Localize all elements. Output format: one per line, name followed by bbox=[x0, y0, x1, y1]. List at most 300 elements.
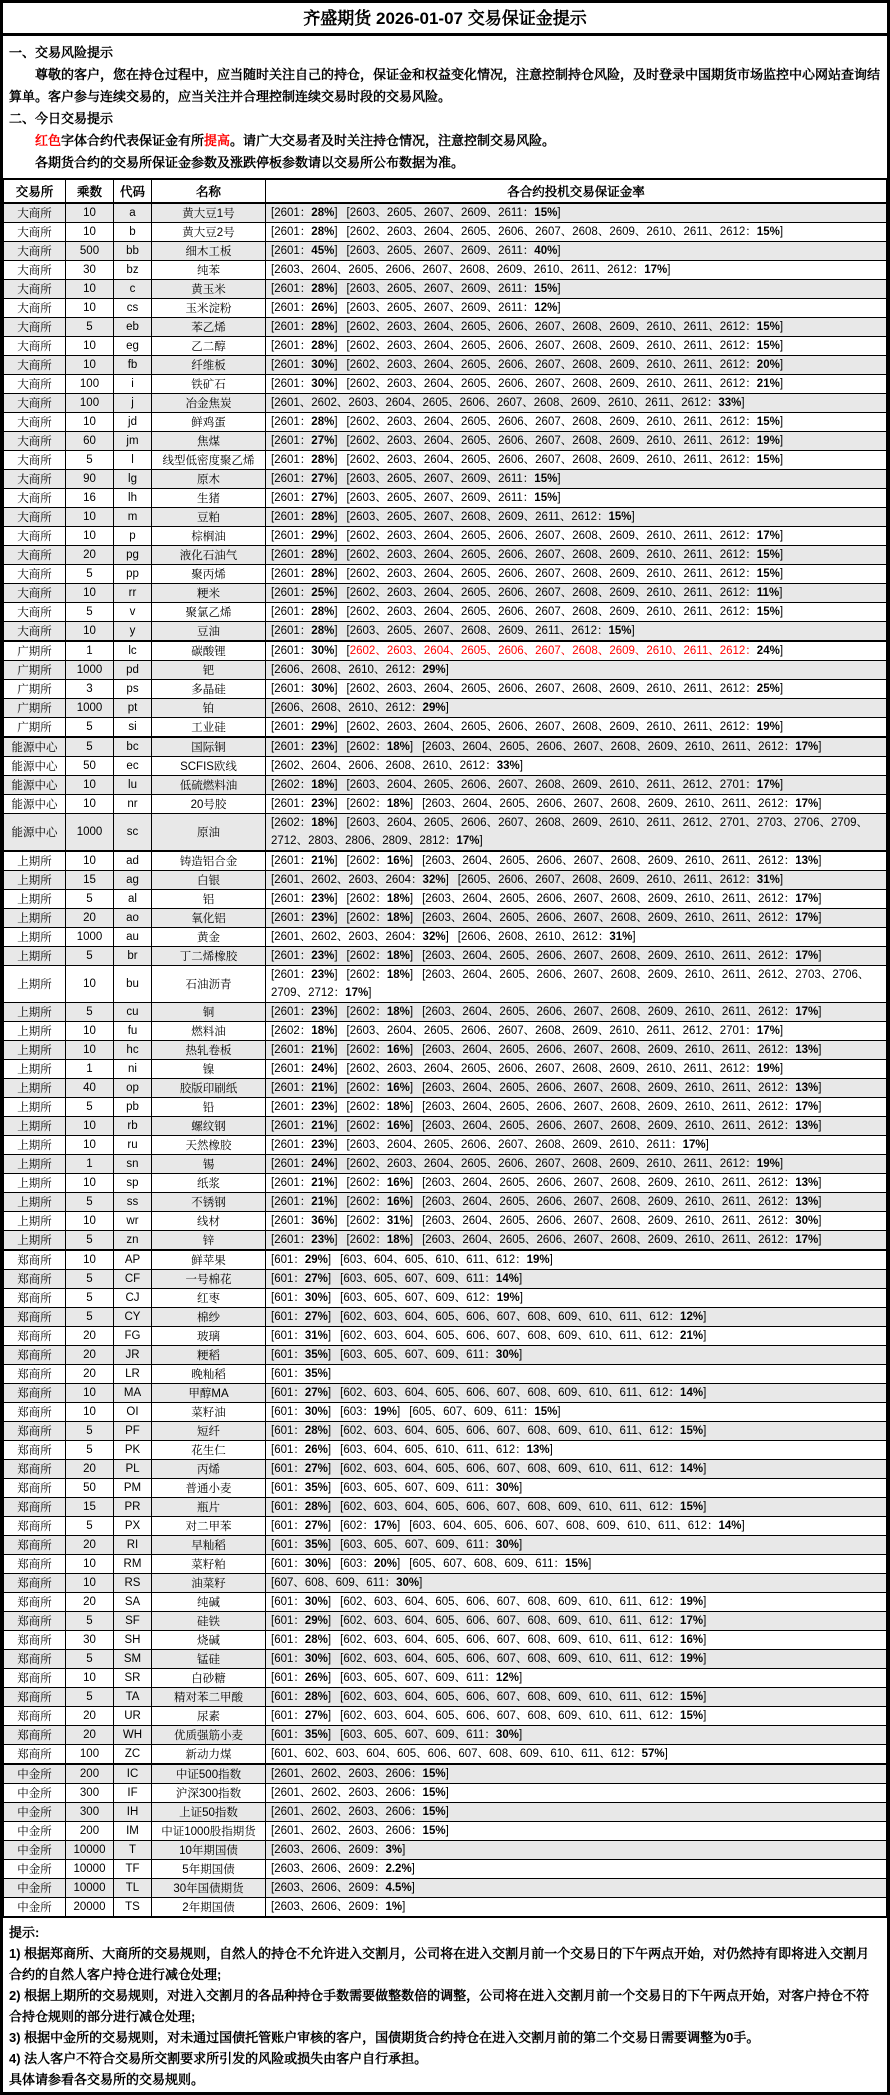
margin-group: [2601：28%] bbox=[271, 321, 338, 333]
margin-rates-cell bbox=[266, 451, 887, 470]
margin-rate: 18% bbox=[386, 969, 410, 981]
margin-group: [2603、2604、2605、2606、2607、2608、2609、2610、2611、2612：13%] bbox=[422, 1177, 822, 1189]
name-cell: 铝 bbox=[152, 890, 266, 909]
contract-months: 2601： bbox=[274, 473, 312, 485]
table-row bbox=[4, 527, 887, 546]
multiplier-cell: 50 bbox=[66, 1479, 114, 1498]
multiplier-cell: 20 bbox=[66, 1327, 114, 1346]
code-cell: l bbox=[114, 451, 152, 470]
contract-months: 602、603、604、605、606、607、608、609、610、611、612： bbox=[343, 1710, 681, 1722]
name-cell: 菜籽油 bbox=[152, 1403, 266, 1422]
margin-group: [603、604、605、610、611、612：19%] bbox=[340, 1254, 553, 1266]
margin-rate: 11% bbox=[756, 587, 780, 599]
margin-rate: 27% bbox=[311, 435, 335, 447]
contract-months: 2603、2604、2605、2606、2607、2608、2609、2610、2611、2612： bbox=[425, 798, 796, 810]
exchange-cell: 大商所 bbox=[4, 603, 66, 622]
margin-rate: 13% bbox=[795, 1177, 819, 1189]
multiplier-cell: 10 bbox=[66, 1212, 114, 1231]
margin-rates-cell bbox=[266, 584, 887, 603]
highlighted-text: 提高 bbox=[204, 133, 231, 148]
code-cell: CY bbox=[114, 1308, 152, 1327]
margin-group: [2602、2603、2604、2605、2606、2607、2608、2609、2610、2611、2612：19%] bbox=[346, 1063, 784, 1075]
margin-group: [603：20%] bbox=[340, 1558, 401, 1570]
contract-months: 2602、2603、2604、2605、2606、2607、2608、2609、2610、2611、2612： bbox=[349, 226, 757, 238]
exchange-cell: 中金所 bbox=[4, 1898, 66, 1918]
margin-rate: 14% bbox=[495, 1273, 519, 1285]
table-row bbox=[4, 1422, 887, 1441]
margin-rate: 28% bbox=[311, 321, 335, 333]
code-cell: ad bbox=[114, 851, 152, 871]
name-cell: 锡 bbox=[152, 1155, 266, 1174]
margin-group: [2601：28%] bbox=[271, 340, 338, 352]
margin-rates-cell bbox=[266, 1574, 887, 1593]
margin-group: [2603、2604、2605、2606、2607、2608、2609、2610、2611、2612：17%] bbox=[422, 1101, 822, 1113]
multiplier-cell: 10000 bbox=[66, 1841, 114, 1860]
code-cell: pp bbox=[114, 565, 152, 584]
margin-rate: 35% bbox=[304, 1482, 328, 1494]
code-cell: eg bbox=[114, 337, 152, 356]
today-section-title: 二、今日交易提示 bbox=[9, 111, 114, 126]
contract-months: 2602、2603、2604、2605、2606、2607、2608、2609、2610、2611、2612： bbox=[349, 606, 757, 618]
margin-group: [2603、2604、2605、2606、2607、2608、2609、2610、2611、2612、2701：17%] bbox=[346, 1025, 784, 1037]
margin-group: [2601：21%] bbox=[271, 1120, 338, 1132]
margin-rates-cell bbox=[266, 1155, 887, 1174]
exchange-cell: 中金所 bbox=[4, 1841, 66, 1860]
table-row bbox=[4, 1669, 887, 1688]
code-cell: RS bbox=[114, 1574, 152, 1593]
margin-rate: 13% bbox=[795, 1120, 819, 1132]
multiplier-cell: 200 bbox=[66, 1822, 114, 1841]
margin-rates-cell bbox=[266, 1555, 887, 1574]
code-cell: jd bbox=[114, 413, 152, 432]
code-cell: v bbox=[114, 603, 152, 622]
margin-rates-cell bbox=[266, 1098, 887, 1117]
code-cell: bb bbox=[114, 242, 152, 261]
exchange-cell: 能源中心 bbox=[4, 795, 66, 814]
margin-group: [2602：18%] bbox=[346, 798, 414, 810]
margin-group: [2603、2604、2605、2606、2607、2608、2609、2610、2611、2612：17%] bbox=[422, 950, 822, 962]
name-cell: 锌 bbox=[152, 1231, 266, 1251]
exchange-cell: 中金所 bbox=[4, 1764, 66, 1784]
contract-months: 2602、2603、2604、2605、2606、2607、2608、2609、2610、2611、2612： bbox=[349, 321, 757, 333]
name-cell: 棕榈油 bbox=[152, 527, 266, 546]
code-cell: nr bbox=[114, 795, 152, 814]
contract-months: 603、605、607、609、611： bbox=[343, 1349, 496, 1361]
exchange-cell: 大商所 bbox=[4, 394, 66, 413]
contract-months: 603、605、607、609、611： bbox=[343, 1482, 496, 1494]
margin-rate: 15% bbox=[756, 321, 780, 333]
contract-months: 2602： bbox=[349, 1101, 387, 1113]
multiplier-cell: 5 bbox=[66, 1231, 114, 1251]
risk-section-body: 尊敬的客户，您在持仓过程中，应当随时关注自己的持仓，保证金和权益变化情况，注意控制持仓风险，及时登录中国期货市场监控中心网站查询结算单。客户参与连续交易的，应当关注并合理控制连续交易时段的交易风险。 bbox=[9, 67, 881, 104]
margin-group: [2603、2604、2605、2606、2607、2608、2609、2610、2611、2612：17%] bbox=[422, 1234, 822, 1246]
name-cell: 上证50指数 bbox=[152, 1803, 266, 1822]
margin-group: [602、603、604、605、606、607、608、609、610、611、612：19%] bbox=[340, 1596, 707, 1608]
contract-months: 601： bbox=[274, 1691, 305, 1703]
margin-group: [601：27%] bbox=[271, 1387, 332, 1399]
margin-rate: 26% bbox=[304, 1672, 328, 1684]
margin-group: [603、605、607、609、611：12%] bbox=[340, 1672, 523, 1684]
table-row bbox=[4, 1517, 887, 1536]
exchange-cell: 大商所 bbox=[4, 527, 66, 546]
table-row bbox=[4, 1631, 887, 1650]
margin-rate: 24% bbox=[311, 1158, 335, 1170]
contract-months: 2603、2605、2607、2609、2611： bbox=[349, 302, 535, 314]
code-cell: WH bbox=[114, 1726, 152, 1745]
contract-months: 2601、2602、2603、2604、2605、2606、2607、2608、2609、2610、2611、2612： bbox=[274, 397, 719, 409]
table-row bbox=[4, 394, 887, 413]
exchange-cell: 上期所 bbox=[4, 1060, 66, 1079]
contract-months: 2601： bbox=[274, 359, 312, 371]
margin-rate: 21% bbox=[311, 1196, 335, 1208]
margin-rates-cell bbox=[266, 757, 887, 776]
table-row bbox=[4, 546, 887, 565]
name-cell: 焦煤 bbox=[152, 432, 266, 451]
margin-rate: 18% bbox=[386, 1234, 410, 1246]
contract-months: 2602、2603、2604、2605、2606、2607、2608、2609、2610、2611、2612： bbox=[349, 568, 757, 580]
today-notice-line bbox=[9, 130, 881, 152]
name-cell: 原油 bbox=[152, 814, 266, 852]
contract-months: 2602、2603、2604、2605、2606、2607、2608、2609、2610、2611、2612： bbox=[349, 721, 757, 733]
multiplier-cell: 1 bbox=[66, 1155, 114, 1174]
margin-group: [2602：18%] bbox=[346, 1006, 414, 1018]
margin-group: [2602：18%] bbox=[346, 893, 414, 905]
multiplier-cell: 20 bbox=[66, 1346, 114, 1365]
footer-note: 4) 法人客户不符合交易所交割要求所引发的风险或损失由客户自行承担。 bbox=[9, 2051, 428, 2066]
margin-rate: 15% bbox=[608, 511, 632, 523]
exchange-cell: 能源中心 bbox=[4, 776, 66, 795]
contract-months: 603、604、605、610、611、612： bbox=[343, 1444, 527, 1456]
multiplier-cell: 5 bbox=[66, 1308, 114, 1327]
margin-rate: 4.5% bbox=[385, 1882, 412, 1894]
margin-rates-cell bbox=[266, 1612, 887, 1631]
contract-months: 2603、2604、2605、2606、2607、2608、2609、2610、2611、2612： bbox=[425, 1215, 796, 1227]
table-row bbox=[4, 1460, 887, 1479]
name-cell: 沪深300指数 bbox=[152, 1784, 266, 1803]
name-cell: 镍 bbox=[152, 1060, 266, 1079]
code-cell: bc bbox=[114, 737, 152, 757]
contract-months: 2602： bbox=[349, 1120, 387, 1132]
code-cell: PM bbox=[114, 1479, 152, 1498]
name-cell: 细木工板 bbox=[152, 242, 266, 261]
exchange-cell: 大商所 bbox=[4, 584, 66, 603]
margin-rate: 28% bbox=[311, 226, 335, 238]
margin-rate: 29% bbox=[311, 530, 335, 542]
margin-rates-cell bbox=[266, 1212, 887, 1231]
margin-group: [2601：28%] bbox=[271, 207, 338, 219]
margin-group: [2601：23%] bbox=[271, 798, 338, 810]
margin-rate: 15% bbox=[534, 492, 558, 504]
table-row bbox=[4, 1898, 887, 1918]
margin-rate: 30% bbox=[304, 1292, 328, 1304]
contract-months: 2602、2603、2604、2605、2606、2607、2608、2609、2610、2611、2612： bbox=[349, 1063, 757, 1075]
margin-group: [601：28%] bbox=[271, 1425, 332, 1437]
contract-months: 2603、2604、2605、2606、2607、2608、2609、2610、2611、2612： bbox=[425, 893, 796, 905]
contract-months: 2601： bbox=[274, 549, 312, 561]
margin-group: [2606、2608、2610、2612：29%] bbox=[271, 664, 449, 676]
margin-group: [2602：18%] bbox=[346, 912, 414, 924]
margin-rates-cell bbox=[266, 1707, 887, 1726]
page-title: 齐盛期货 2026-01-07 交易保证金提示 bbox=[3, 3, 887, 36]
margin-rates-cell bbox=[266, 375, 887, 394]
margin-rates-cell bbox=[266, 1803, 887, 1822]
margin-rate: 17% bbox=[756, 779, 780, 791]
name-cell: 油菜籽 bbox=[152, 1574, 266, 1593]
multiplier-cell: 5 bbox=[66, 1003, 114, 1022]
margin-rates-cell bbox=[266, 1650, 887, 1669]
contract-months: 2601： bbox=[274, 1120, 312, 1132]
margin-rate: 28% bbox=[311, 340, 335, 352]
code-cell: ec bbox=[114, 757, 152, 776]
contract-months: 2605、2606、2607、2608、2609、2610、2611、2612： bbox=[460, 874, 757, 886]
contract-months: 2601： bbox=[274, 625, 312, 637]
contract-months: 2603、2604、2605、2606、2607、2608、2609、2610、2611： bbox=[349, 1139, 683, 1151]
contract-months: 2603、2604、2605、2606、2607、2608、2609、2610、2611、2612： bbox=[425, 1082, 796, 1094]
contract-months: 2601： bbox=[274, 1215, 312, 1227]
contract-months: 2602： bbox=[349, 1196, 387, 1208]
margin-group: [2602：16%] bbox=[346, 1082, 414, 1094]
contract-months: 2602： bbox=[349, 1215, 387, 1227]
table-row bbox=[4, 203, 887, 223]
contract-months: 2602、2603、2604、2605、2606、2607、2608、2609、2610、2611、2612： bbox=[349, 359, 757, 371]
margin-rates-cell bbox=[266, 318, 887, 337]
contract-months: 2602： bbox=[349, 1044, 387, 1056]
margin-rate: 21% bbox=[311, 1120, 335, 1132]
margin-rate: 36% bbox=[311, 1215, 335, 1227]
margin-group: [2601、2602、2603、2606：15%] bbox=[271, 1768, 449, 1780]
name-cell: 20号胶 bbox=[152, 795, 266, 814]
exchange-cell: 郑商所 bbox=[4, 1498, 66, 1517]
contract-months: 602、603、604、605、606、607、608、609、610、611、612： bbox=[343, 1691, 681, 1703]
name-cell: 黄大豆2号 bbox=[152, 223, 266, 242]
margin-group: [601：35%] bbox=[271, 1729, 332, 1741]
table-row bbox=[4, 565, 887, 584]
exchange-cell: 郑商所 bbox=[4, 1250, 66, 1270]
margin-rate: 27% bbox=[311, 473, 335, 485]
margin-rate: 23% bbox=[311, 950, 335, 962]
code-cell: CF bbox=[114, 1270, 152, 1289]
table-row bbox=[4, 1346, 887, 1365]
margin-group: [605、607、608、609、611：15%] bbox=[409, 1558, 592, 1570]
multiplier-cell: 10 bbox=[66, 795, 114, 814]
code-cell: UR bbox=[114, 1707, 152, 1726]
margin-rate: 17% bbox=[795, 1006, 819, 1018]
margin-group: [602、603、604、605、606、607、608、609、610、611、612：14%] bbox=[340, 1463, 707, 1475]
margin-rate: 18% bbox=[311, 817, 335, 829]
multiplier-cell: 10 bbox=[66, 413, 114, 432]
code-cell: eb bbox=[114, 318, 152, 337]
code-cell: JR bbox=[114, 1346, 152, 1365]
margin-group: [601：28%] bbox=[271, 1691, 332, 1703]
margin-rates-cell bbox=[266, 718, 887, 738]
multiplier-cell: 40 bbox=[66, 1079, 114, 1098]
exchange-cell: 大商所 bbox=[4, 508, 66, 527]
name-cell: 红枣 bbox=[152, 1289, 266, 1308]
margin-rate: 23% bbox=[311, 1234, 335, 1246]
margin-group: [2601、2602、2603、2606：15%] bbox=[271, 1787, 449, 1799]
margin-rate: 23% bbox=[311, 1139, 335, 1151]
multiplier-cell: 20 bbox=[66, 1593, 114, 1612]
table-row bbox=[4, 909, 887, 928]
table-row bbox=[4, 890, 887, 909]
contract-months: 601： bbox=[274, 1425, 305, 1437]
margin-group: [2601：28%] bbox=[271, 226, 338, 238]
table-row bbox=[4, 1231, 887, 1251]
table-row bbox=[4, 508, 887, 527]
margin-group: [2601：28%] bbox=[271, 549, 338, 561]
contract-months: 2601： bbox=[274, 416, 312, 428]
exchange-cell: 大商所 bbox=[4, 280, 66, 299]
margin-rate: 28% bbox=[311, 568, 335, 580]
table-row bbox=[4, 1250, 887, 1270]
exchange-cell: 上期所 bbox=[4, 871, 66, 890]
contract-months: 603、605、607、609、611： bbox=[343, 1672, 496, 1684]
margin-group: [2602、2603、2604、2605、2606、2607、2608、2609、2610、2611、2612：15%] bbox=[346, 226, 784, 238]
contract-months: 2603、2604、2605、2606、2607、2608、2609、2610、2611、2612： bbox=[425, 1101, 796, 1113]
margin-rate: 21% bbox=[311, 1044, 335, 1056]
margin-rates-cell bbox=[266, 1764, 887, 1784]
multiplier-cell: 10000 bbox=[66, 1860, 114, 1879]
margin-group: [601：27%] bbox=[271, 1311, 332, 1323]
multiplier-cell: 100 bbox=[66, 394, 114, 413]
margin-rate: 19% bbox=[374, 1406, 398, 1418]
margin-rates-cell bbox=[266, 1003, 887, 1022]
margin-rates-cell bbox=[266, 1403, 887, 1422]
table-row bbox=[4, 1822, 887, 1841]
exchange-cell: 中金所 bbox=[4, 1860, 66, 1879]
code-cell: a bbox=[114, 203, 152, 223]
table-row bbox=[4, 1289, 887, 1308]
exchange-cell: 上期所 bbox=[4, 1212, 66, 1231]
margin-rate: 31% bbox=[609, 931, 633, 943]
table-row bbox=[4, 1098, 887, 1117]
margin-rate: 16% bbox=[386, 1044, 410, 1056]
contract-months: 2602、2603、2604、2605、2606、2607、2608、2609、2610、2611、2612： bbox=[349, 645, 757, 657]
margin-group: [2601：23%] bbox=[271, 1234, 338, 1246]
margin-group: [602、603、604、605、606、607、608、609、610、611、612：15%] bbox=[340, 1425, 707, 1437]
margin-group: [2601：24%] bbox=[271, 1158, 338, 1170]
margin-rates-cell bbox=[266, 1060, 887, 1079]
table-row bbox=[4, 1784, 887, 1803]
exchange-cell: 郑商所 bbox=[4, 1612, 66, 1631]
margin-rates-cell bbox=[266, 1745, 887, 1765]
margin-rates-cell bbox=[266, 1041, 887, 1060]
multiplier-cell: 90 bbox=[66, 470, 114, 489]
multiplier-cell: 5 bbox=[66, 451, 114, 470]
table-row bbox=[4, 1650, 887, 1669]
margin-rate: 15% bbox=[422, 1787, 446, 1799]
name-cell: 多晶硅 bbox=[152, 680, 266, 699]
margin-group: [2601：36%] bbox=[271, 1215, 338, 1227]
margin-rates-cell bbox=[266, 1117, 887, 1136]
contract-months: 2601： bbox=[274, 855, 312, 867]
exchange-cell: 上期所 bbox=[4, 966, 66, 1003]
margin-rates-cell bbox=[266, 1784, 887, 1803]
margin-rate: 1% bbox=[385, 1901, 403, 1913]
contract-months: 601： bbox=[274, 1501, 305, 1513]
margin-rate: 27% bbox=[311, 492, 335, 504]
multiplier-cell: 1 bbox=[66, 641, 114, 661]
contract-months: 2601： bbox=[274, 1234, 312, 1246]
name-cell: 黄玉米 bbox=[152, 280, 266, 299]
margin-group: [2601：21%] bbox=[271, 1044, 338, 1056]
margin-rates-cell bbox=[266, 546, 887, 565]
margin-rate: 23% bbox=[311, 1101, 335, 1113]
margin-group: [2605、2606、2607、2608、2609、2610、2611、2612：31%] bbox=[457, 874, 784, 886]
margin-group: [2601：25%] bbox=[271, 587, 338, 599]
contract-months: 603、605、607、609、612： bbox=[343, 1292, 497, 1304]
contract-months: 2602： bbox=[349, 1006, 387, 1018]
margin-rate: 29% bbox=[422, 702, 446, 714]
name-cell: 一号棉花 bbox=[152, 1270, 266, 1289]
contract-months: 602： bbox=[343, 1520, 375, 1532]
contract-months: 2603、2604、2605、2606、2607、2608、2609、2610、2611、2612： bbox=[425, 1234, 796, 1246]
multiplier-cell: 5 bbox=[66, 1650, 114, 1669]
margin-rate: 31% bbox=[304, 1330, 328, 1342]
margin-rates-cell bbox=[266, 1365, 887, 1384]
margin-group: [2606、2608、2610、2612：31%] bbox=[457, 931, 636, 943]
contract-months: 2602： bbox=[349, 798, 387, 810]
margin-group: [603：19%] bbox=[340, 1406, 401, 1418]
code-cell: pb bbox=[114, 1098, 152, 1117]
table-row bbox=[4, 356, 887, 375]
table-row bbox=[4, 1441, 887, 1460]
margin-group: [2601：23%] bbox=[271, 912, 338, 924]
margin-rates-cell bbox=[266, 1631, 887, 1650]
margin-group: [2603、2604、2605、2606、2607、2608、2609、2610、2611、2612、2701：17%] bbox=[346, 779, 784, 791]
margin-rates-cell bbox=[266, 1270, 887, 1289]
margin-rate: 15% bbox=[534, 283, 558, 295]
margin-rate: 28% bbox=[311, 454, 335, 466]
margin-rate: 19% bbox=[756, 1158, 780, 1170]
table-row bbox=[4, 1060, 887, 1079]
margin-rates-cell bbox=[266, 565, 887, 584]
table-row bbox=[4, 1308, 887, 1327]
margin-group: [2603、2605、2607、2609、2611：15%] bbox=[346, 492, 561, 504]
name-cell: 工业硅 bbox=[152, 718, 266, 738]
table-row bbox=[4, 584, 887, 603]
margin-rate: 16% bbox=[680, 1634, 704, 1646]
code-cell: c bbox=[114, 280, 152, 299]
margin-rates-cell bbox=[266, 699, 887, 718]
multiplier-cell: 500 bbox=[66, 242, 114, 261]
margin-group: [2602、2603、2604、2605、2606、2607、2608、2609、2610、2611、2612：15%] bbox=[346, 454, 784, 466]
margin-table-body bbox=[4, 203, 887, 1917]
exchange-cell: 能源中心 bbox=[4, 737, 66, 757]
risk-section-title: 一、交易风险提示 bbox=[9, 45, 114, 60]
margin-rate: 15% bbox=[756, 454, 780, 466]
margin-rate: 19% bbox=[756, 1063, 780, 1075]
contract-months: 2601： bbox=[274, 207, 312, 219]
multiplier-cell: 5 bbox=[66, 1289, 114, 1308]
contract-months: 2603、2604、2605、2606、2607、2608、2609、2610、2611、2612、2701： bbox=[349, 779, 757, 791]
margin-rates-cell bbox=[266, 1460, 887, 1479]
multiplier-cell: 5 bbox=[66, 1441, 114, 1460]
margin-rate: 25% bbox=[756, 683, 780, 695]
notice-text: 字体合约代表保证金有所 bbox=[61, 133, 205, 148]
contract-months: 2603、2604、2605、2606、2607、2608、2609、2610、2611、2612、2701： bbox=[349, 1025, 757, 1037]
margin-rate: 17% bbox=[795, 741, 819, 753]
margin-rates-cell bbox=[266, 641, 887, 661]
margin-rates-cell bbox=[266, 1841, 887, 1860]
name-cell: 低硫燃料油 bbox=[152, 776, 266, 795]
margin-group: [2601：28%] bbox=[271, 454, 338, 466]
exchange-cell: 郑商所 bbox=[4, 1707, 66, 1726]
exchange-cell: 郑商所 bbox=[4, 1289, 66, 1308]
name-cell: 铂 bbox=[152, 699, 266, 718]
margin-group: [2601：28%] bbox=[271, 606, 338, 618]
contract-months: 601： bbox=[274, 1653, 305, 1665]
